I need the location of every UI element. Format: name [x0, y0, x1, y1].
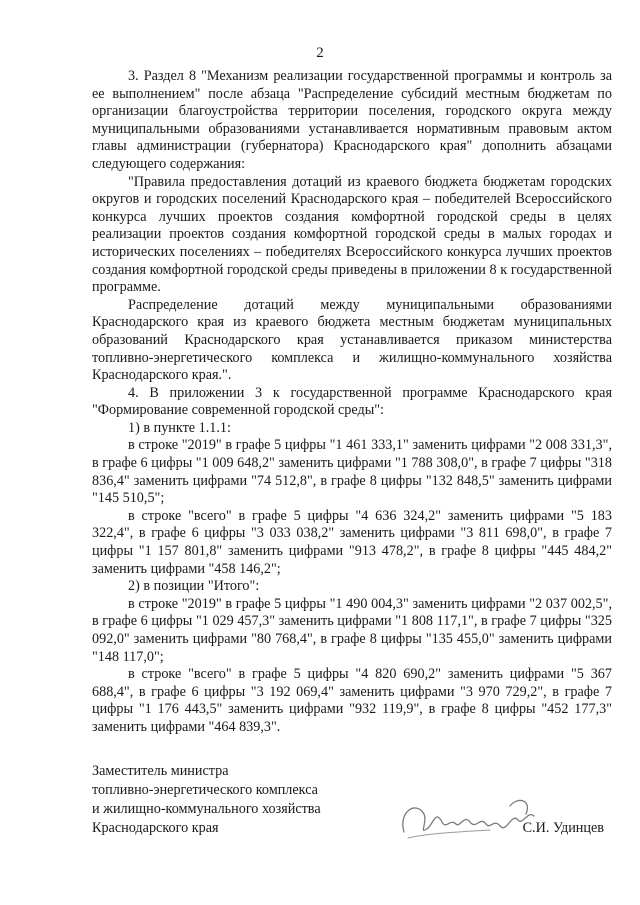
paragraph-row-total: в строке "всего" в графе 5 цифры "4 636 324,2" заменить цифрами "5 183 322,4", в графе 6 цифры "3 033 038,2" заменить цифрами "3 811 698,0", в графе 7 цифры "1 157 801,8" заменить цифрами "913 478,2", в графе 8 цифры "445 484,2" заменить цифрами "458 146,2";	[92, 507, 612, 577]
signature-block	[92, 762, 612, 838]
paragraph-itogo-row-total: в строке "всего" в графе 5 цифры "4 820 690,2" заменить цифрами "5 367 688,4", в графе 6 цифры "3 192 069,4" заменить цифрами "3 970 729,2", в графе 7 цифры "1 176 443,5" заменить цифрами "932 119,9", в графе 8 цифры "452 177,3" заменить цифрами "464 839,3".	[92, 666, 612, 735]
signatory-title-line: Заместитель министра	[92, 763, 229, 779]
paragraph-itogo-row-2019: в строке "2019" в графе 5 цифры "1 490 004,3" заменить цифрами "2 037 002,5", в графе 6 цифры "1 029 457,3" заменить цифрами "1 808 117,1", в графе 7 цифры "325 092,0" заменить цифрами "80 768,4", в графе 8 цифры "135 455,0" заменить цифрами "148 117,0";	[92, 595, 612, 665]
signatory-title-line: и жилищно-коммунального хозяйства	[92, 801, 321, 817]
paragraph-row-2019: в строке "2019" в графе 5 цифры "1 461 333,1" заменить цифрами "2 008 331,3", в графе 6 цифры "1 009 648,2" заменить цифрами "1 788 308,0", в графе 7 цифры "318 836,4" заменить цифрами "74 512,8", в графе 8 цифры "132 848,5" заменить цифрами "145 510,5";	[92, 437, 612, 507]
paragraph-grant-distribution: Распределение дотаций между муниципальными образованиями Краснодарского края из краевого бюджета местным бюджетам муниципальных образований Краснодарского края устанавливается приказом министерства топливно-энергетического комплекса и жилищно-коммунального хозяйства Краснодарского края.".	[92, 296, 612, 384]
signatory-title-line: топливно-энергетического комплекса	[92, 782, 318, 798]
page-number: 2	[316, 45, 324, 61]
paragraph-item-1-1-1: 1) в пункте 1.1.1:	[128, 419, 231, 436]
signatory-name: С.И. Удинцев	[522, 820, 604, 836]
paragraph-position-itogo: 2) в позиции "Итого":	[128, 578, 260, 595]
paragraph-grant-rules: "Правила предоставления дотаций из краевого бюджета бюджетам городских округов и городских поселений Краснодарского края – победителей Всероссийского конкурса лучших проектов создания комфортной городской среды в целях реализации проектов создания комфортной городской среды в малых городах и исторических поселениях – победителях Всероссийского конкурса лучших проектов создания комфортной городской среды приведены в приложении 8 к государственной программе.	[92, 173, 612, 296]
paragraph-section-8-amendment: 3. Раздел 8 "Механизм реализации государственной программы и контроль за ее выполнением" после абзаца "Распределение субсидий местным бюджетам по организации благоустройства территории поселения, городского округа между муниципальными образованиями устанавливается нормативным правовым актом главы администрации (губернатора) Краснодарского края" дополнить абзацами следующего содержания:	[92, 68, 612, 172]
paragraph-appendix-3: 4. В приложении 3 к государственной программе Краснодарского края "Формирование современной городской среды":	[92, 384, 612, 419]
signatory-title-line: Краснодарского края	[92, 820, 219, 836]
document-body	[92, 68, 612, 737]
